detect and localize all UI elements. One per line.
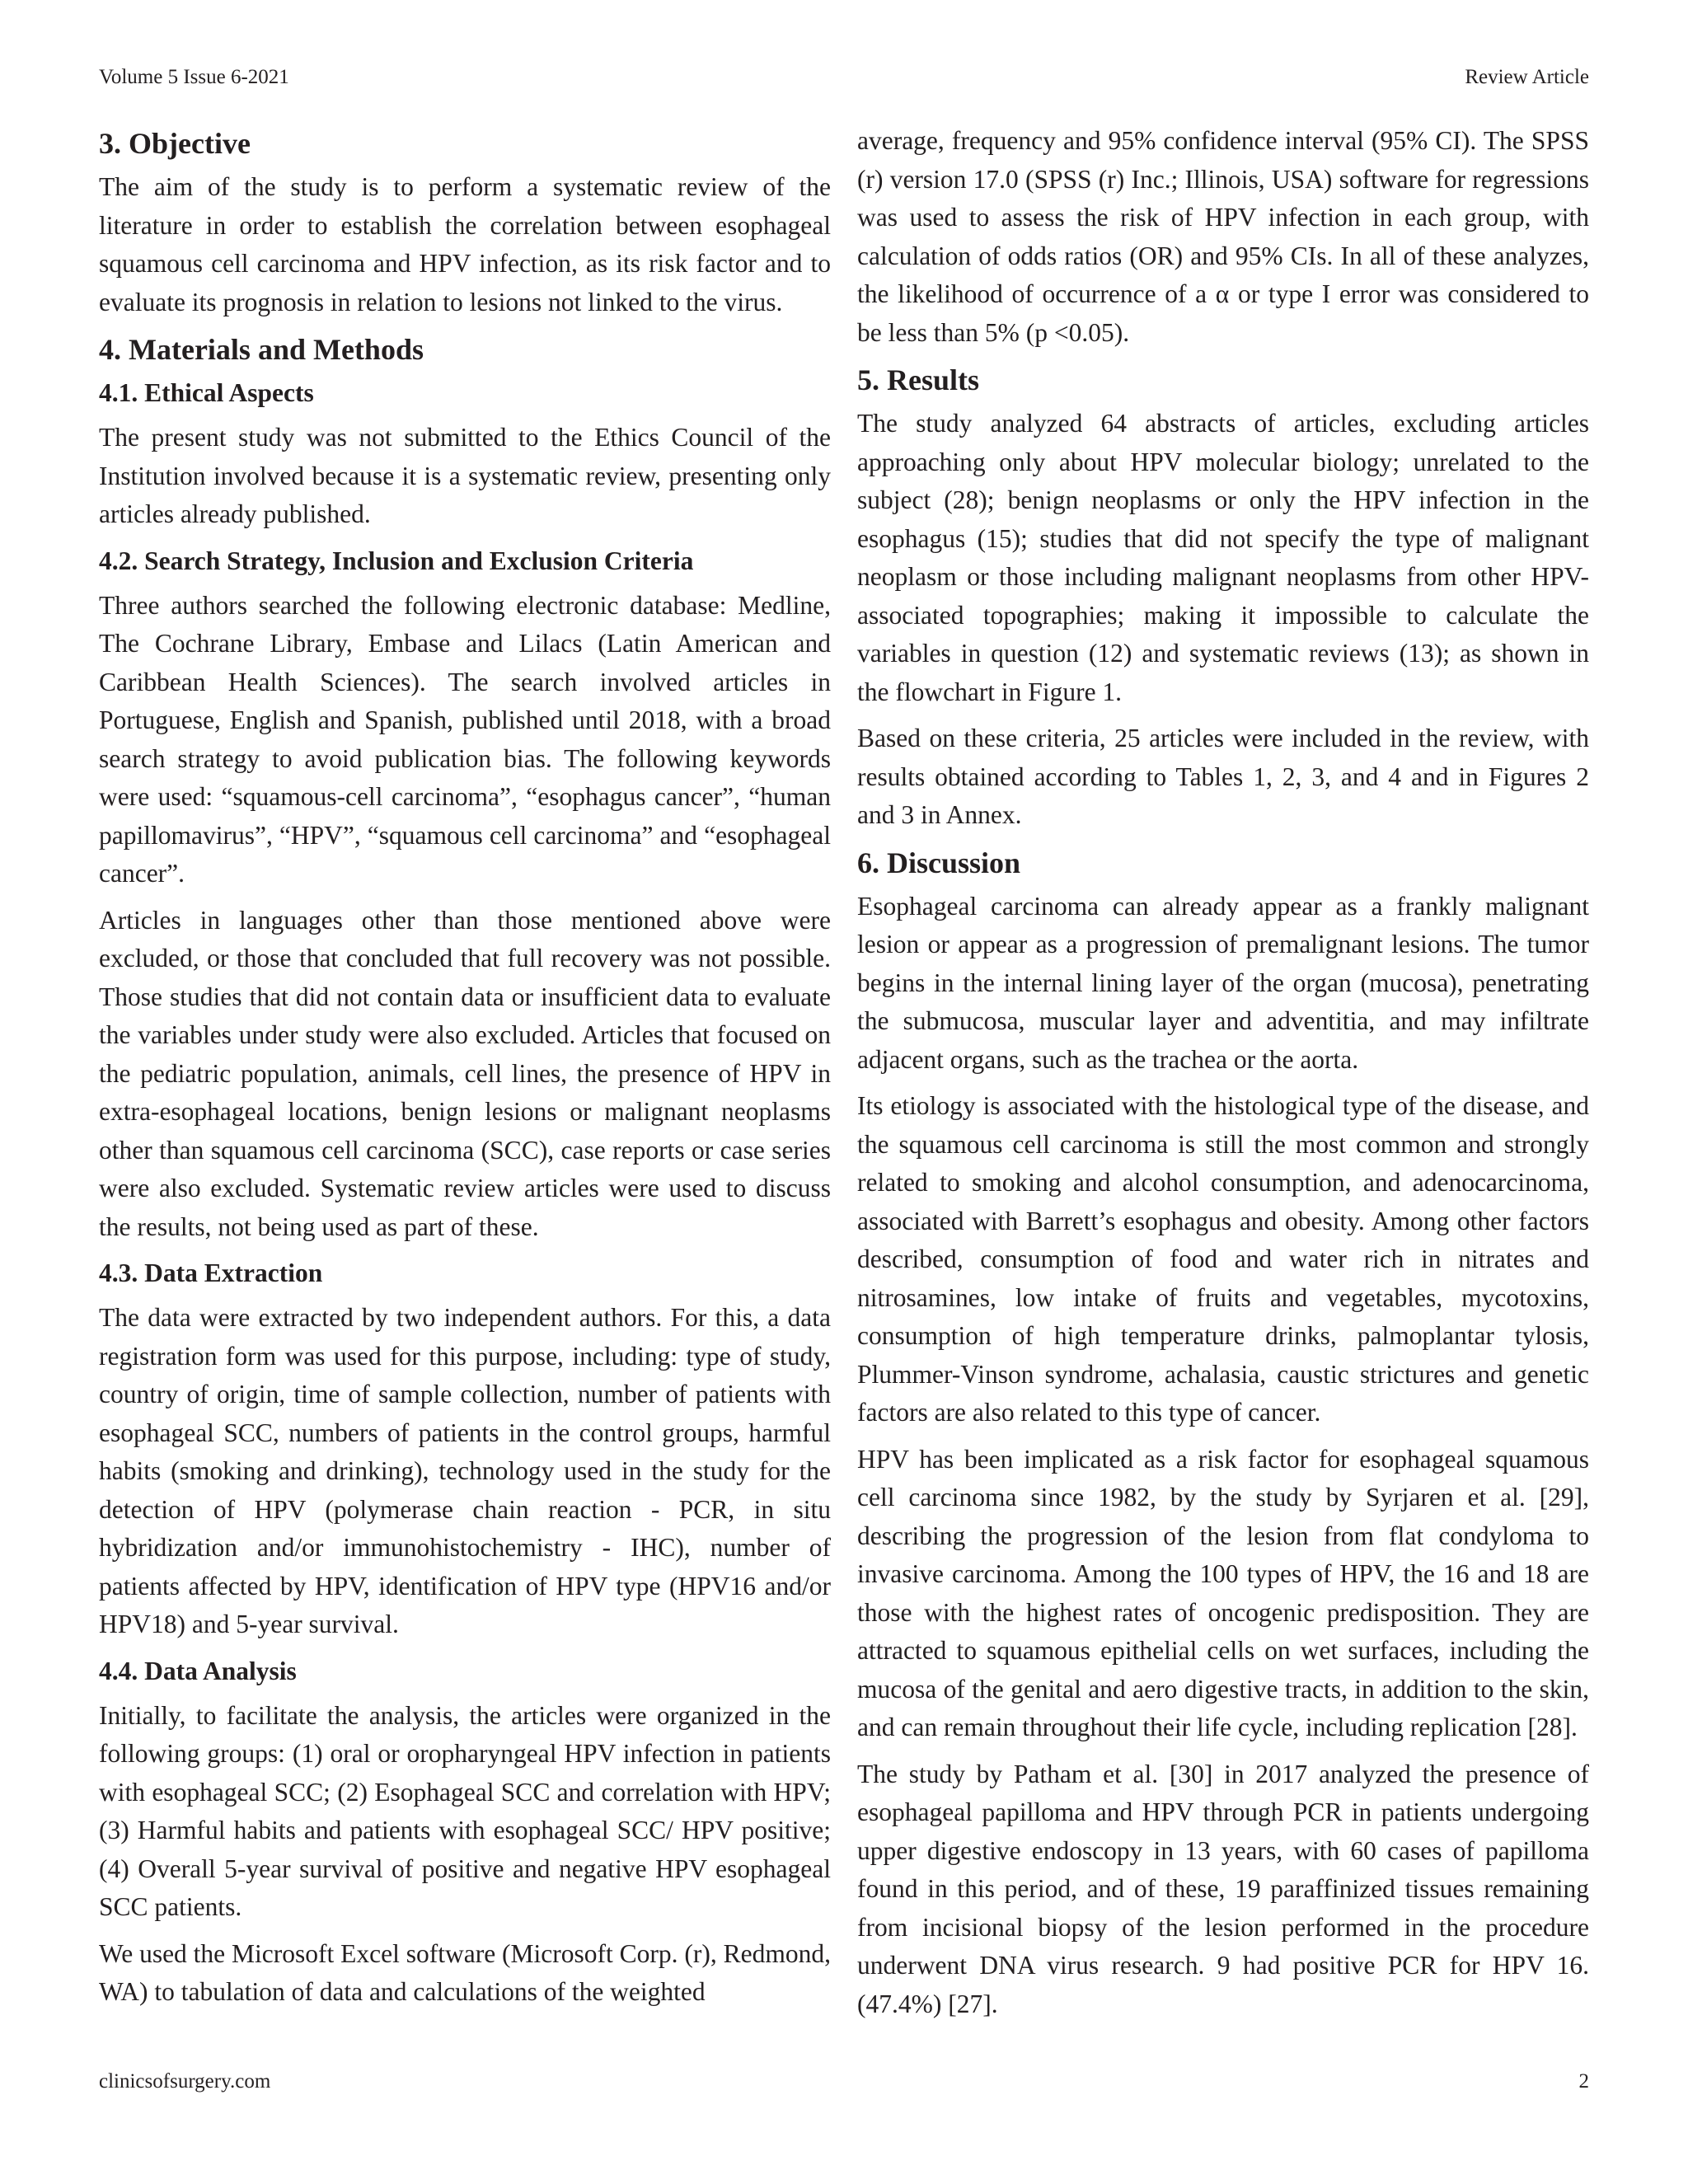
results-heading: 5. Results <box>857 363 980 396</box>
analysis-subheading: 4.4. Data Analysis <box>99 1656 297 1685</box>
results-paragraph-1: The study analyzed 64 abstracts of articles, excluding articles approaching only about HPV molecular biology; unrelated to the subject (28); benign neoplasms or only the HPV infection in the esophagus (15); studies that did not specify the type of malignant neoplasm or those including malignant neoplasms from other HPV-associated topographies; making it impossible to calculate the variables in question (12) and systematic reviews (13); as shown in the flowchart in Figure 1. <box>857 409 1589 706</box>
objective-paragraph: The aim of the study is to perform a systematic review of the literature in order to establish the correlation between esophageal squamous cell carcinoma and HPV infection, as its risk factor and to evaluate its prognosis in relation to lesions not linked to the virus. <box>99 172 831 316</box>
article-type: Review Article <box>1465 66 1589 88</box>
analysis-paragraph-2-continued: average, frequency and 95% confidence interval (95% CI). The SPSS (r) version 17.0 (SPSS (r) Inc.; Illinois, USA) software for regressions was used to assess the risk of HPV infection in each group, with calculation of odds ratios (OR) and 95% CIs. In all of these analyzes, the likelihood of occurrence of a α or type I error was considered to be less than 5% (p <0.05). <box>857 126 1589 347</box>
discussion-heading: 6. Discussion <box>857 846 1021 879</box>
journal-website-link[interactable]: clinicsofsurgery.com <box>99 2070 271 2093</box>
analysis-paragraph-1: Initially, to facilitate the analysis, the articles were organized in the following groups: (1) oral or oropharyngeal HPV infection in patients with esophageal SCC; (2) Esophageal SCC and correlation with HPV; (3) Harmful habits and patients with esophageal SCC/ HPV positive; (4) Overall 5-year survival of positive and negative HPV esophageal SCC patients. <box>99 1700 831 1921</box>
objective-heading: 3. Objective <box>99 127 251 160</box>
extraction-subheading: 4.3. Data Extraction <box>99 1258 323 1287</box>
results-paragraph-2: Based on these criteria, 25 articles were included in the review, with results obtained according to Tables 1, 2, 3, and 4 and in Figures 2 and 3 in Annex. <box>857 724 1589 829</box>
discussion-paragraph-1: Esophageal carcinoma can already appear as a frankly malignant lesion or appear as a progression of premalignant lesions. The tumor begins in the internal lining layer of the organ (mucosa), penetrating the submucosa, muscular layer and adventitia, and may infiltrate adjacent organs, such as the trachea or the aorta. <box>857 891 1589 1074</box>
discussion-paragraph-2: Its etiology is associated with the histological type of the disease, and the squamous cell carcinoma is still the most common and strongly related to smoking and alcohol consumption, and adenocarcinoma, associated with Barrett’s esophagus and obesity. Among other factors described, consumption of food and water rich in nitrates and nitrosamines, low intake of fruits and vegetables, mycotoxins, consumption of high temperature drinks, palmoplantar tylosis, Plummer-Vinson syndrome, achalasia, caustic strictures and genetic factors are also related to this type of cancer. <box>857 1091 1589 1427</box>
discussion-paragraph-4: The study by Patham et al. [30] in 2017 analyzed the presence of esophageal papilloma and HPV through PCR in patients undergoing upper digestive endoscopy in 13 years, with 60 cases of papilloma found in this period, and of these, 19 paraffinized tissues remaining from incisional biopsy of the lesion performed in the procedure underwent DNA virus research. 9 had positive PCR for HPV 16. (47.4%) [27]. <box>857 1759 1589 2018</box>
left-column <box>99 122 831 2020</box>
page-number: 2 <box>1578 2070 1589 2093</box>
extraction-paragraph: The data were extracted by two independent authors. For this, a data registration form was used for this purpose, including: type of study, country of origin, time of sample collection, number of patients with esophageal SCC, numbers of patients in the control groups, harmful habits (smoking and drinking), technology used in the study for the detection of HPV (polymerase chain reaction - PCR, in situ hybridization and/or immunohistochemistry - IHC), number of patients affected by HPV, identification of HPV type (HPV16 and/or HPV18) and 5-year survival. <box>99 1303 831 1638</box>
methods-heading: 4. Materials and Methods <box>99 333 424 366</box>
analysis-paragraph-2: We used the Microsoft Excel software (Microsoft Corp. (r), Redmond, WA) to tabulation of data and calculations of the weighted <box>99 1938 831 2006</box>
search-paragraph-2: Articles in languages other than those mentioned above were excluded, or those that concluded that full recovery was not possible. Those studies that did not contain data or insufficient data to evaluate the variables under study were also excluded. Articles that focused on the pediatric population, animals, cell lines, the presence of HPV in extra-esophageal locations, benign lesions or malignant neoplasms other than squamous cell carcinoma (SCC), case reports or case series were also excluded. Systematic review articles were used to discuss the results, not being used as part of these. <box>99 905 831 1241</box>
search-paragraph-1: Three authors searched the following electronic database: Medline, The Cochrane Library, Embase and Lilacs (Latin American and Caribbean Health Sciences). The search involved articles in Portuguese, English and Spanish, published until 2018, with a broad search strategy to avoid publication bias. The following keywords were used: “squamous-cell carcinoma”, “esophagus cancer”, “human papillomavirus”, “HPV”, “squamous cell carcinoma” and “esophageal cancer”. <box>99 590 831 888</box>
discussion-paragraph-3: HPV has been implicated as a risk factor for esophageal squamous cell carcinoma since 1982, by the study by Syrjaren et al. [29], describing the progression of the lesion from flat condyloma to invasive carcinoma. Among the 100 types of HPV, the 16 and 18 are those with the highest rates of oncogenic predisposition. They are attracted to squamous epithelial cells on wet surfaces, including the mucosa of the genital and aero digestive tracts, in addition to the skin, and can remain throughout their life cycle, including replication [28]. <box>857 1444 1589 1741</box>
search-subheading: 4.2. Search Strategy, Inclusion and Exclusion Criteria <box>99 546 694 575</box>
ethics-paragraph: The present study was not submitted to the Ethics Council of the Institution involved because it is a systematic review, presenting only articles already published. <box>99 423 831 528</box>
ethics-subheading: 4.1. Ethical Aspects <box>99 378 314 407</box>
right-column <box>857 122 1589 2032</box>
journal-volume: Volume 5 Issue 6-2021 <box>99 66 289 88</box>
